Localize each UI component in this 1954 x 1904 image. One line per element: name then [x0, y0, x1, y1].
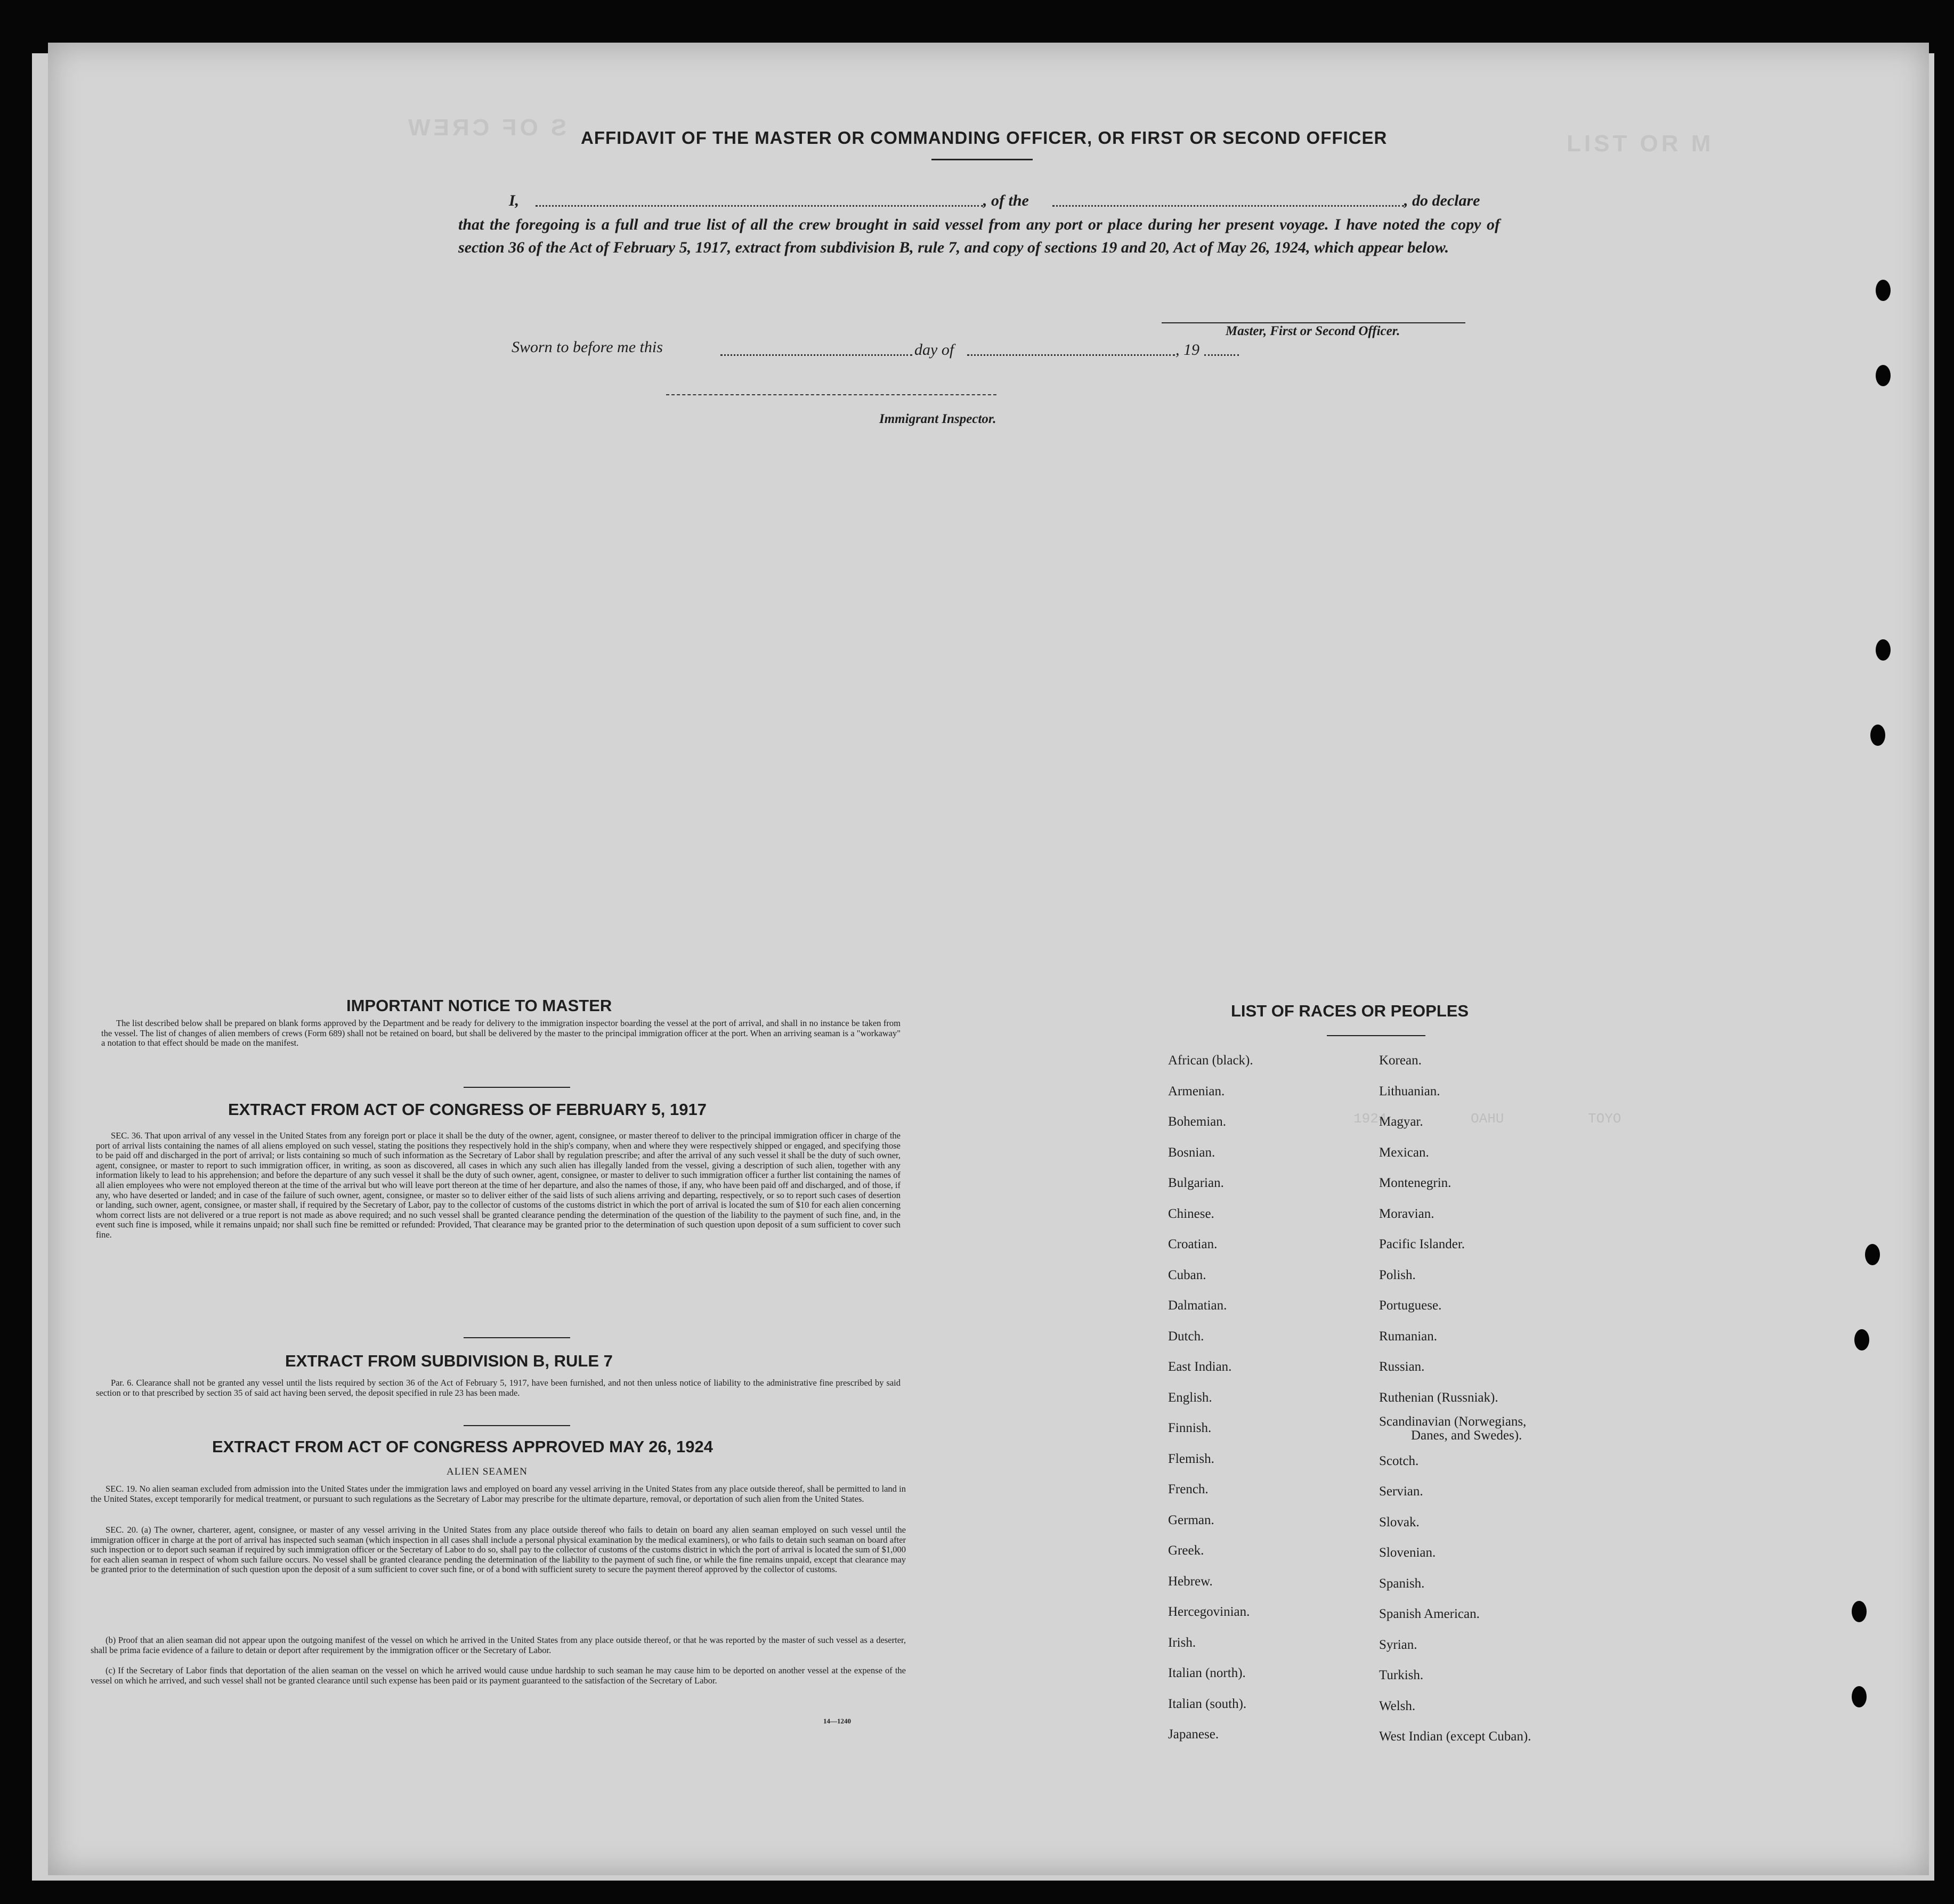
- race-item: Scotch.: [1379, 1453, 1419, 1468]
- race-item: Turkish.: [1379, 1668, 1424, 1682]
- race-item: Chinese.: [1168, 1206, 1214, 1221]
- race-item: French.: [1168, 1482, 1209, 1496]
- sworn-prefix: Sworn to before me this: [512, 338, 663, 356]
- extract-1924-sec20a: SEC. 20. (a) The owner, charterer, agent, consignee, or master of any vessel arriving in the United States from any place outside thereof who fails to detain on board any alien seaman employed on such vessel until the immigration officer in charge at the port of arrival has inspected such seaman (which inspection in all cases shall include a personal physical examination by the medical examiners), or who fails to detain such seaman on board after such inspection or to deport such seaman if required by such immigration officer or the Secretary of Labor to do so, shall pay to the collector of customs of the customs district in which the port of arrival is located the sum of $1,000 for each alien seaman in respect of whom such failure occurs. No vessel shall be granted clearance pending the determination of the liability to the payment of such fine, or while the fine remains unpaid, except that clearance may be granted prior to the determination of such question upon the deposit of a sum sufficient to cover such fine, or of a bond with sufficient surety to secure the payment thereof approved by the collector of customs.: [91, 1525, 906, 1575]
- race-item: Moravian.: [1379, 1206, 1434, 1221]
- race-item: Italian (north).: [1168, 1666, 1246, 1680]
- race-item: Slovenian.: [1379, 1545, 1436, 1560]
- affidavit-declare: , do declare: [1404, 192, 1480, 209]
- binder-hole: [1852, 1686, 1867, 1707]
- affidavit-body: that the foregoing is a full and true list of all the crew brought in said vessel from any port or place during her present voyage. I have noted the copy of section 36 of the Act of February 5, 1917, extract from subdivision B, rule 7, and copy of sections 19 and 20, Act of May 26, 1924, which appear below.: [458, 216, 1500, 256]
- race-item: [1379, 1413, 1531, 1446]
- race-item: Spanish.: [1379, 1576, 1425, 1591]
- race-item: Dutch.: [1168, 1329, 1204, 1344]
- sworn-day-of: day of: [914, 341, 954, 359]
- master-caption: Master, First or Second Officer.: [1226, 324, 1400, 338]
- affidavit-of-the: , of the: [983, 192, 1029, 209]
- inspector-signature-line[interactable]: [666, 394, 996, 395]
- form-number: 14—1240: [823, 1717, 851, 1725]
- binder-hole: [1870, 725, 1885, 746]
- race-item: Spanish American.: [1379, 1607, 1480, 1621]
- affidavit-title: AFFIDAVIT OF THE MASTER OR COMMANDING OFFICER, OR FIRST OR SECOND OFFICER: [581, 128, 1388, 148]
- sworn-year-blank[interactable]: [1204, 354, 1239, 356]
- sworn-month-blank[interactable]: [967, 354, 1175, 356]
- divider: [464, 1337, 570, 1338]
- bleed-through-heading-right: S OF CREW: [405, 115, 567, 141]
- inspector-caption: Immigrant Inspector.: [879, 412, 996, 426]
- race-item: Bosnian.: [1168, 1145, 1215, 1160]
- race-item: West Indian (except Cuban).: [1379, 1729, 1531, 1744]
- race-item: Dalmatian.: [1168, 1298, 1227, 1313]
- race-item: Ruthenian (Russniak).: [1379, 1390, 1498, 1405]
- name-blank[interactable]: [536, 205, 983, 207]
- extract-rule7-title: EXTRACT FROM SUBDIVISION B, RULE 7: [285, 1352, 613, 1370]
- races-column-2: [1379, 1045, 1531, 1752]
- race-item: Portuguese.: [1379, 1298, 1442, 1313]
- race-item: Magyar.: [1379, 1114, 1423, 1129]
- extract-1924-title: EXTRACT FROM ACT OF CONGRESS APPROVED MAY 26, 1924: [212, 1437, 713, 1456]
- binder-hole: [1852, 1601, 1867, 1622]
- race-item: Polish.: [1379, 1267, 1416, 1282]
- extract-1924-sec19: SEC. 19. No alien seaman excluded from admission into the United States under the immigration laws and employed on board any vessel arriving in the United States from any place outside thereof, shall be permitted to land in the United States, except temporarily for medical treatment, or pursuant to such regulations as the Secretary of Labor may prescribe for the ultimate departure, removal, or deportation of such alien from the United States.: [91, 1484, 906, 1504]
- race-item: Montenegrin.: [1379, 1176, 1452, 1190]
- race-item: Pacific Islander.: [1379, 1237, 1465, 1251]
- bleed-through-text: OAHU: [1471, 1111, 1504, 1127]
- race-item: African (black).: [1168, 1053, 1253, 1068]
- races-title-rule: [1327, 1035, 1425, 1036]
- master-signature-line[interactable]: [1162, 322, 1465, 323]
- binder-hole: [1876, 639, 1891, 661]
- race-item: Servian.: [1379, 1484, 1423, 1499]
- divider: [464, 1087, 570, 1088]
- divider: [464, 1425, 570, 1426]
- bleed-through-text: TOYO: [1588, 1111, 1621, 1127]
- race-item: English.: [1168, 1390, 1212, 1405]
- race-item: Korean.: [1379, 1053, 1422, 1068]
- race-item: Irish.: [1168, 1635, 1196, 1650]
- race-item: Slovak.: [1379, 1515, 1420, 1529]
- race-item: Russian.: [1379, 1360, 1425, 1374]
- race-item: Greek.: [1168, 1543, 1204, 1558]
- race-item: Welsh.: [1379, 1698, 1416, 1713]
- race-item: Croatian.: [1168, 1237, 1218, 1251]
- extract-1917-title: EXTRACT FROM ACT OF CONGRESS OF FEBRUARY 5, 1917: [228, 1100, 707, 1119]
- binder-hole: [1865, 1244, 1880, 1265]
- race-item: Hebrew.: [1168, 1574, 1213, 1589]
- notice-text: The list described below shall be prepared on blank forms approved by the Department and be ready for delivery to the immigration inspector boarding the vessel at the port of arrival, and shall in no instance be taken from the vessel. The list of changes of alien members of crews (Form 689) shall not be retained on board, but shall be delivered by the master to the principal immigration officer at the port. When an arriving seaman is a "workaway" a notation to that effect should be made on the manifest.: [101, 1018, 901, 1048]
- race-item: Flemish.: [1168, 1451, 1214, 1466]
- affidavit-i: I,: [509, 192, 520, 209]
- race-item: Finnish.: [1168, 1421, 1212, 1435]
- race-item: Cuban.: [1168, 1267, 1206, 1282]
- race-item: Hercegovinian.: [1168, 1605, 1250, 1619]
- race-item: Bohemian.: [1168, 1114, 1227, 1129]
- extract-1924-subtitle: ALIEN SEAMEN: [447, 1466, 528, 1477]
- races-column-1: [1168, 1045, 1253, 1750]
- sworn-day-blank[interactable]: [720, 354, 912, 356]
- race-item: Italian (south).: [1168, 1696, 1247, 1711]
- extract-rule7-text: Par. 6. Clearance shall not be granted any vessel until the lists required by section 36 of the Act of February 5, 1917, have been furnished, and not then unless notice of liability to the administrative fine prescribed by said section or to that prescribed by section 35 of said act having been served, the deposit specified in rule 23 has been made.: [96, 1378, 901, 1398]
- race-item: Lithuanian.: [1379, 1084, 1440, 1099]
- race-item: Armenian.: [1168, 1084, 1225, 1099]
- race-item-continued: Danes, and Swedes).: [1411, 1428, 1522, 1443]
- notice-title: IMPORTANT NOTICE TO MASTER: [346, 996, 612, 1015]
- race-item-label: Scandinavian (Norwegians,: [1379, 1414, 1527, 1429]
- document-page: [48, 43, 1929, 1875]
- extract-1924-sec20b: (b) Proof that an alien seaman did not appear upon the outgoing manifest of the vessel on which he arrived in the United States from any place outside thereof, or that he was reported by the master of such vessel as a deserter, shall be prima facie evidence of a failure to detain or deport after requirement by the immigration officer or the Secretary of Labor.: [91, 1635, 906, 1655]
- bleed-through-heading-left: LIST OR M: [1567, 131, 1714, 157]
- extract-1924-sec20c: (c) If the Secretary of Labor finds that deportation of the alien seaman on the vessel on which he arrived would cause undue hardship to such seaman he may cause him to be deported on another vessel at the expense of the vessel on which he arrived, and such vessel shall not be granted clearance until such expense has been paid or its payment guaranteed to the satisfaction of the Secretary of Labor.: [91, 1665, 906, 1686]
- race-item: Syrian.: [1379, 1637, 1417, 1652]
- races-title: LIST OF RACES OR PEOPLES: [1231, 1002, 1469, 1020]
- race-item: Mexican.: [1379, 1145, 1429, 1160]
- race-item: East Indian.: [1168, 1360, 1232, 1374]
- sworn-year: , 19: [1175, 341, 1199, 359]
- race-item: Rumanian.: [1379, 1329, 1438, 1344]
- bleed-through-text: 1924: [1353, 1111, 1387, 1127]
- affidavit-title-rule: [931, 159, 1033, 160]
- extract-1917-text: SEC. 36. That upon arrival of any vessel in the United States from any foreign port or place it shall be the duty of the owner, agent, consignee, or master thereof to deliver to the principal immigration officer in charge of the port of arrival lists containing the names of all aliens employed on such vessel, stating the positions they respectively hold in the ship's company, when and where they were respectively shipped or engaged, and specifying those to be paid off and discharged in the port of arrival; or lists containing so much of such information as the Secretary of Labor shall by regulation prescribe; and after the arrival of any such vessel it shall be the duty of such owner, agent, consignee, or master to report to such immigration officer, in writing, as soon as discovered, all cases in which any such alien has illegally landed from the vessel, giving a description of such alien, together with any information likely to lead to his apprehension; and before the departure of any such vessel it shall be the duty of such owner, agent, consignee, or master to deliver to such immigration officer a further list containing the names of all alien employees who were not employed thereon at the time of the arrival but who will leave port thereon at the time of her departure, and also the names of those, if any, who have been paid off and discharged, and of those, if any, who have deserted or landed; and in case of the failure of such owner, agent, consignee, or master so to deliver either of the said lists of such aliens arriving and departing, respectively, or so to report such cases of desertion or landing, such owner, agent, consignee, or master shall, if required by the Secretary of Labor, pay to the collector of customs of the customs district in which the port of arrival is located the sum of $10 for each alien concerning whom correct lists are not delivered or a true report is not made as above required; and no such vessel shall be granted clearance pending the determination of the question of the liability to the payment of such fine, and, in the event such fine is imposed, while it remains unpaid; nor shall such fine be remitted or refunded: Provided, That clearance may be granted prior to the determination of such question upon deposit of a sum sufficient to cover such fine.: [96, 1130, 901, 1240]
- vessel-blank[interactable]: [1052, 205, 1404, 207]
- race-item: Japanese.: [1168, 1727, 1219, 1742]
- binder-hole: [1876, 280, 1891, 301]
- binder-hole: [1854, 1329, 1869, 1350]
- race-item: Bulgarian.: [1168, 1176, 1224, 1190]
- binder-hole: [1876, 365, 1891, 386]
- race-item: German.: [1168, 1512, 1214, 1527]
